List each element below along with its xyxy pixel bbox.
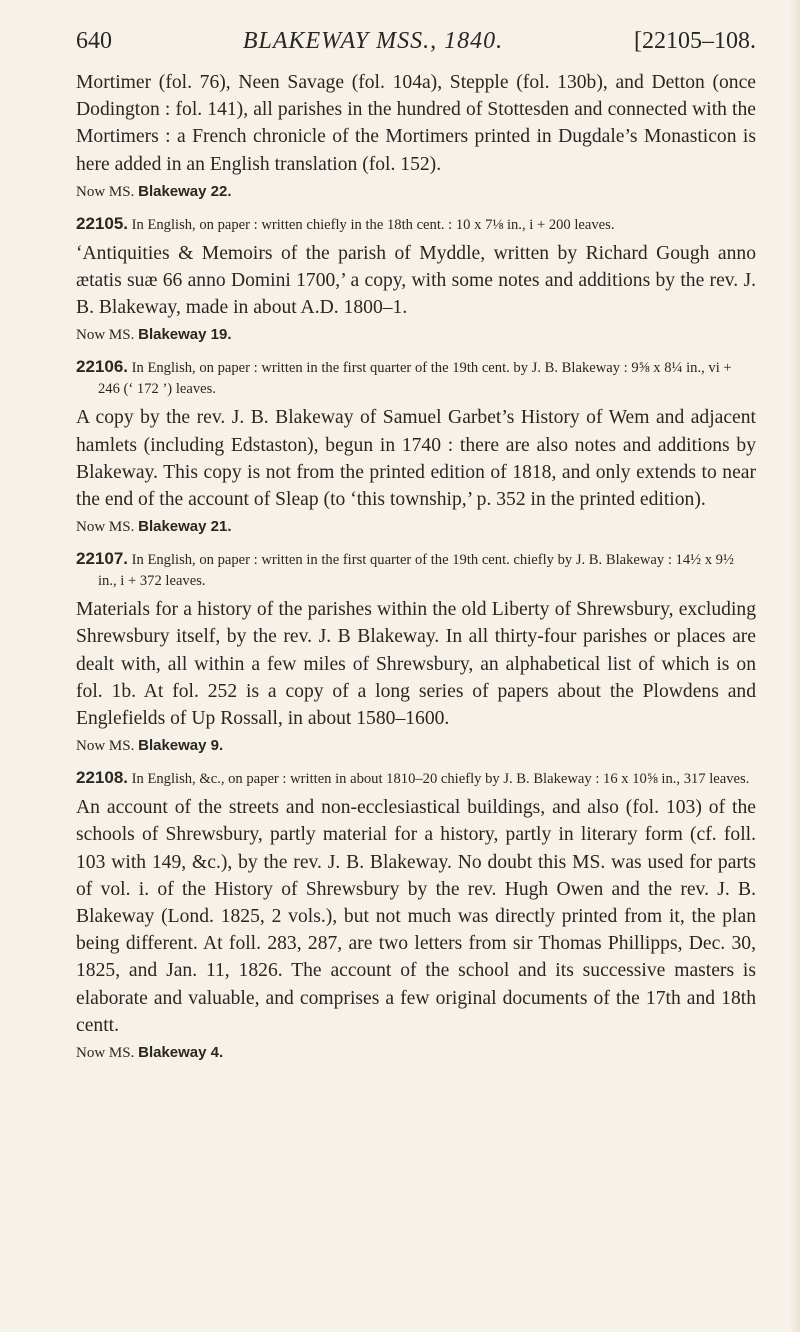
- paragraph: ‘Antiquities & Memoirs of the parish of Myddle, written by Richard Gough anno ætatis suæ 66 anno Domini 1700,’ a copy, with some notes and additions by the rev. J. B. Blakeway, made in about A.D. 1800–1.: [76, 242, 756, 319]
- entry-description: 22106. In English, on paper : written in the first quarter of the 19th cent. by J. B. Blakeway : 9⅝ x 8¼ in., vi + 246 (‘ 172 ’) leaves.: [76, 357, 732, 398]
- entry-description: 22107. In English, on paper : written in the first quarter of the 19th cent. chiefly by J. B. Blakeway : 14½ x 9½ in., i + 372 leaves.: [76, 549, 734, 590]
- page-edge-shadow: [790, 0, 800, 1332]
- shelfmark: Now MS. Blakeway 9.: [76, 737, 224, 755]
- shelfmark: Now MS. Blakeway 4.: [76, 1044, 224, 1062]
- entry-description: 22105. In English, on paper : written chiefly in the 18th cent. : 10 x 7⅛ in., i + 200 leaves.: [76, 213, 615, 233]
- manuscript-range: [22105–108.: [633, 28, 756, 54]
- running-title: BLAKEWAY MSS., 1840.: [242, 28, 504, 54]
- shelfmark: Now MS. Blakeway 22.: [76, 182, 232, 200]
- page-number: 640: [76, 28, 112, 54]
- entry-description: 22108. In English, &c., on paper : written in about 1810–20 chiefly by J. B. Blakeway : 16 x 10⅝ in., 317 leaves.: [76, 768, 750, 788]
- running-header: [76, 28, 756, 55]
- page-body: [76, 69, 756, 1064]
- paragraph: Materials for a history of the parishes within the old Liberty of Shrewsbury, excluding Shrewsbury itself, by the rev. J. B Blakeway. In all thirty-four parishes or places are dealt with, all within a few miles of Shrewsbury, an alphabetical list of which is on fol. 1b. At fol. 252 is a copy of a long series of papers about the Plowdens and Englefields of Up Rossall, in about 1580–1600.: [76, 599, 756, 730]
- paragraph: Mortimer (fol. 76), Neen Savage (fol. 104a), Stepple (fol. 130b), and Detton (once Dodington : fol. 141), all parishes in the hundred of Stottesden and connected with the Mortimers : a French chronicle of the Mortimers printed in Dugdale’s Monasticon is here added in an English translation (fol. 152).: [76, 72, 756, 175]
- shelfmark: Now MS. Blakeway 19.: [76, 326, 232, 344]
- shelfmark: Now MS. Blakeway 21.: [76, 518, 232, 536]
- paragraph: An account of the streets and non-ecclesiastical buildings, and also (fol. 103) of the schools of Shrewsbury, partly material for a history, partly in literary form (cf. foll. 103 with 149, &c.), by the rev. J. B. Blakeway. No doubt this MS. was used for parts of vol. i. of the History of Shrewsbury by the rev. Hugh Owen and the rev. J. B. Blakeway (Lond. 1825, 2 vols.), but not much was directly printed from it, the plan being different. At foll. 283, 287, are two letters from sir Thomas Phillipps, Dec. 30, 1825, and Jan. 11, 1826. The account of the school and its successive masters is elaborate and valuable, and comprises a few original documents of the 17th and 18th centt.: [76, 797, 756, 1036]
- paragraph: A copy by the rev. J. B. Blakeway of Samuel Garbet’s History of Wem and adjacent hamlets (including Edstaston), begun in 1740 : there are also notes and additions by Blakeway. This copy is not from the printed edition of 1818, and only extends to near the end of the account of Sleap (to ‘this township,’ p. 352 in the printed edition).: [76, 407, 756, 511]
